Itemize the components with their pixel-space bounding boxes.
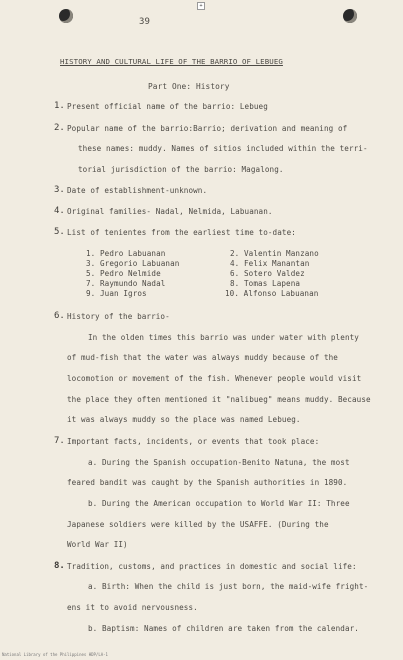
event-b-line-3: World War II) <box>67 540 128 549</box>
item-4-text: Original families- Nadal, Nelmida, Labuanan. <box>67 207 273 216</box>
teniente-2: 2. Valentin Manzano <box>230 249 319 258</box>
event-b-line-2: Japanese soldiers were killed by the USAFFE. (During the <box>67 520 329 529</box>
item-3-number: 3. <box>54 185 65 195</box>
item-5-text: List of tenientes from the earliest time to-date: <box>67 228 296 237</box>
custom-a-line-2: ens it to avoid nervousness. <box>67 603 198 612</box>
teniente-9: 9. Juan Igros <box>86 289 147 298</box>
teniente-4: 4. Felix Manantan <box>230 259 310 268</box>
item-3-text: Date of establishment-unknown. <box>67 186 208 195</box>
item-2-number: 2. <box>54 123 65 133</box>
teniente-10: 10. Alfonso Labuanan <box>225 289 319 298</box>
custom-b-line-1: b. Baptism: Names of children are taken from the calendar. <box>88 624 359 633</box>
item-7-text: Important facts, incidents, or events that took place: <box>67 437 320 446</box>
teniente-3: 3. Gregorio Labuanan <box>86 259 180 268</box>
item-2-line-2: these names: muddy. Names of sitios included within the terri- <box>78 144 368 153</box>
item-1-number: 1. <box>54 101 65 111</box>
teniente-7: 7. Raymundo Nadal <box>86 279 166 288</box>
teniente-5: 5. Pedro Nelmide <box>86 269 161 278</box>
custom-a-line-1: a. Birth: When the child is just born, the maid-wife fright- <box>88 582 369 591</box>
item-6-number: 6. <box>54 311 65 321</box>
history-line-3: locomotion or movement of the fish. Whenever people would visit <box>67 374 362 383</box>
page-number: 39 <box>139 17 151 27</box>
part-heading: Part One: History <box>148 82 230 91</box>
item-1-text: Present official name of the barrio: Lebueg <box>67 102 268 111</box>
teniente-8: 8. Tomas Lapena <box>230 279 301 288</box>
event-a-line-1: a. During the Spanish occupation-Benito Natuna, the most <box>88 458 350 467</box>
history-line-1: In the olden times this barrio was under water with plenty <box>88 333 359 342</box>
item-2-line-1: Popular name of the barrio:Barrio; derivation and meaning of <box>67 124 348 133</box>
footer-credit: National Library of the Philippines HDP/LA-1 <box>2 652 108 657</box>
item-8-text: Tradition, customs, and practices in domestic and social life: <box>67 562 357 571</box>
punch-hole-right-icon <box>343 9 357 23</box>
item-8-number: 8. <box>54 561 65 571</box>
event-b-line-1: b. During the American occupation to World War II: Three <box>88 499 350 508</box>
event-a-line-2: feared bandit was caught by the Spanish authorities in 1890. <box>67 478 348 487</box>
history-line-4: the place they often mentioned it "nalibueg" means muddy. Because <box>67 395 371 404</box>
item-4-number: 4. <box>54 206 65 216</box>
item-2-line-3: torial jurisdiction of the barrio: Magalong. <box>78 165 284 174</box>
item-5-number: 5. <box>54 227 65 237</box>
history-line-5: it was always muddy so the place was named Lebueg. <box>67 415 301 424</box>
teniente-6: 6. Sotero Valdez <box>230 269 305 278</box>
item-7-number: 7. <box>54 436 65 446</box>
document-title: HISTORY AND CULTURAL LIFE OF THE BARRIO OF LEBUEG <box>60 57 283 66</box>
punch-hole-left-icon <box>59 9 73 23</box>
registration-mark-icon: + <box>197 2 205 10</box>
teniente-1: 1. Pedro Labuanan <box>86 249 166 258</box>
history-line-2: of mud-fish that the water was always muddy because of the <box>67 353 338 362</box>
item-6-text: History of the barrio- <box>67 312 170 321</box>
